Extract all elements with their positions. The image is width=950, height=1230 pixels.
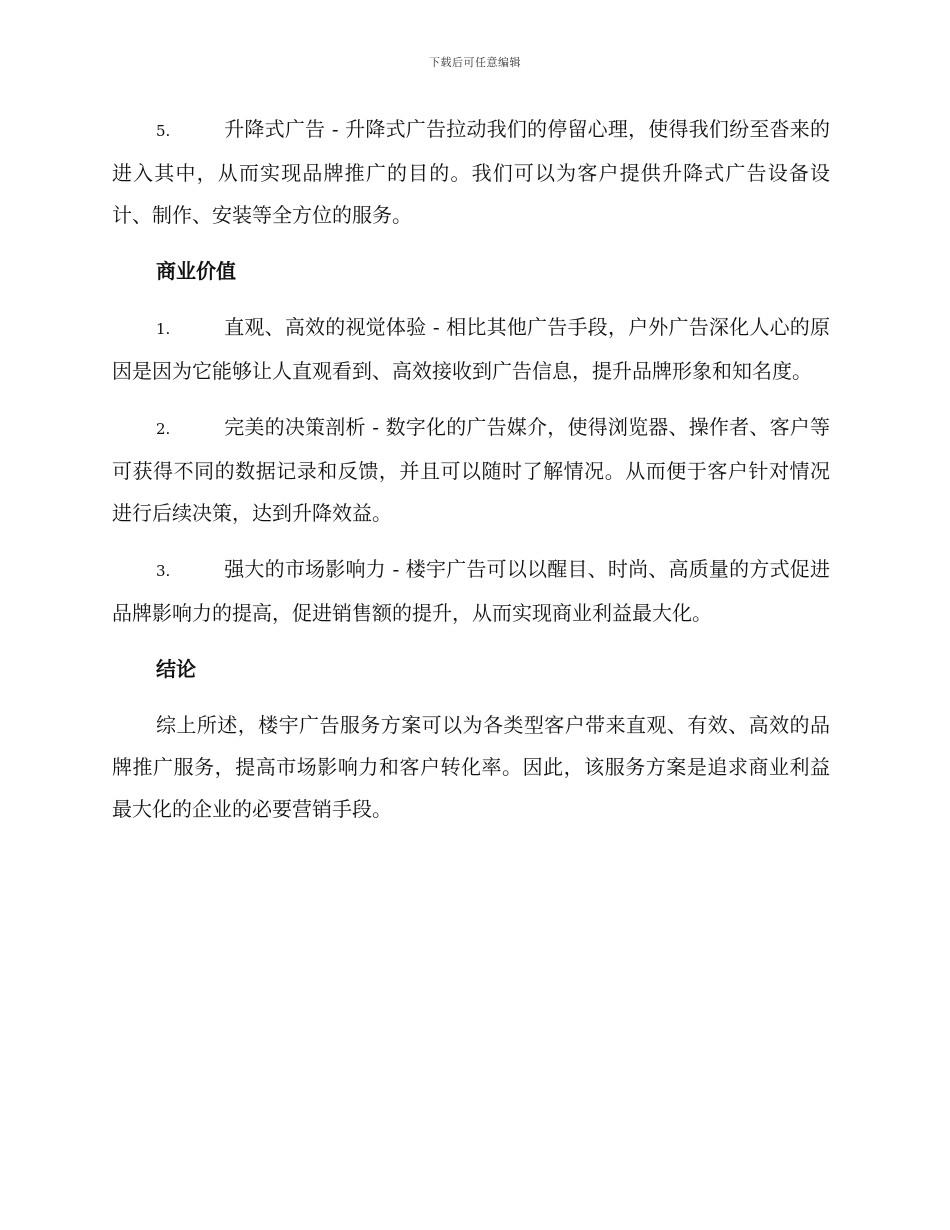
list-item-text: 完美的决策剖析 - 数字化的广告媒介，使得浏览器、操作者、客户等可获得不同的数据记录和反馈，并且可以随时了解情况。从而便于客户针对情况进行后续决策，达到升降效益。 xyxy=(112,415,830,525)
list-item-5 xyxy=(112,108,830,236)
list-item-1 xyxy=(112,306,830,392)
list-item-text: 直观、高效的视觉体验 - 相比其他广告手段，户外广告深化人心的原因是因为它能够让人直观看到、高效接收到广告信息，提升品牌形象和知名度。 xyxy=(112,315,830,383)
list-item-2 xyxy=(112,406,830,534)
list-item-number: 3. xyxy=(156,562,171,580)
section-heading-commercial-value: 商业价值 xyxy=(156,259,236,283)
page-header: 下载后可任意编辑 xyxy=(429,56,521,69)
conclusion-paragraph: 综上所述，楼宇广告服务方案可以为各类型客户带来直观、有效、高效的品牌推广服务，提高市场影响力和客户转化率。因此，该服务方案是追求商业利益最大化的企业的必要营销手段。 xyxy=(112,713,830,821)
list-item-number: 5. xyxy=(156,122,171,140)
list-item-3 xyxy=(112,548,830,634)
list-item-number: 2. xyxy=(156,420,171,438)
list-item-text: 强大的市场影响力 - 楼宇广告可以以醒目、时尚、高质量的方式促进品牌影响力的提高，促进销售额的提升，从而实现商业利益最大化。 xyxy=(112,557,830,625)
section-heading-conclusion: 结论 xyxy=(156,657,196,681)
document-body xyxy=(112,108,830,844)
list-item-text: 升降式广告 - 升降式广告拉动我们的停留心理，使得我们纷至沓来的进入其中，从而实现品牌推广的目的。我们可以为客户提供升降式广告设备设计、制作、安装等全方位的服务。 xyxy=(112,117,830,227)
list-item-number: 1. xyxy=(156,320,171,338)
